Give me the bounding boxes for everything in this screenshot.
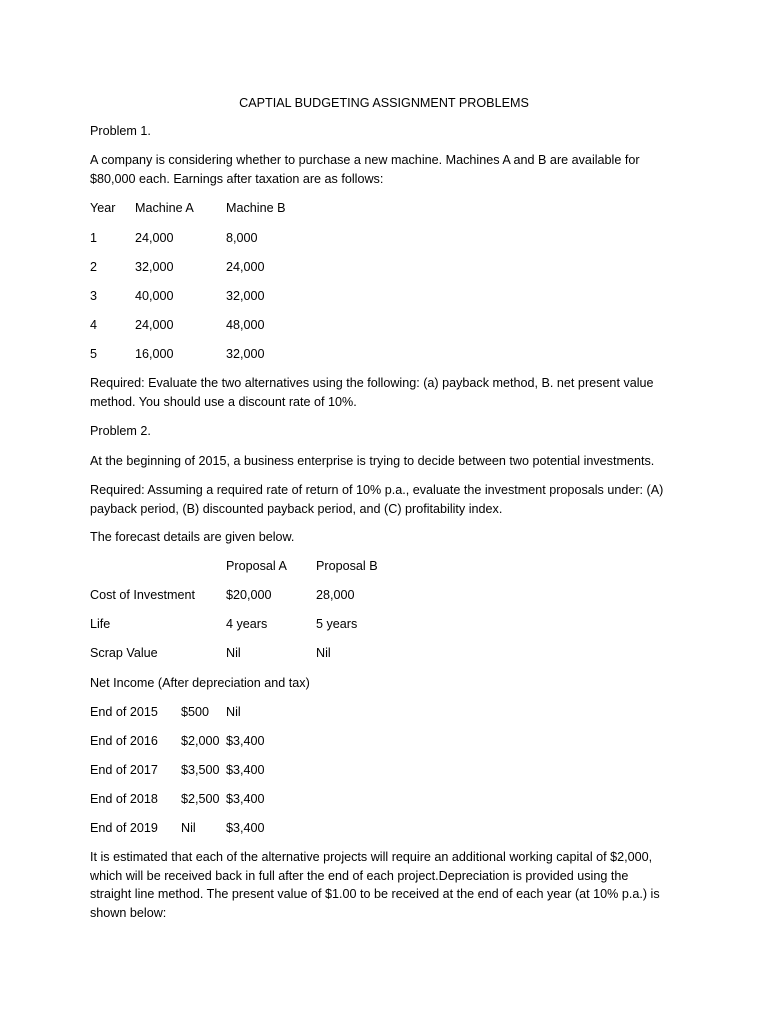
cell-proposal-b: 28,000 (316, 588, 355, 602)
cell-year: 1 (90, 231, 98, 245)
cell-income-b: $3,400 (226, 792, 265, 806)
cell-income-a: $2,500 (181, 792, 220, 806)
cell-income-a: $3,500 (181, 763, 220, 777)
cell-period: End of 2018 (90, 792, 158, 806)
cell-machine-a: 16,000 (135, 347, 174, 361)
cell-year: 4 (90, 318, 98, 332)
paragraph-line: shown below: (90, 905, 167, 920)
cell-label: Scrap Value (90, 646, 158, 660)
cell-year: 5 (90, 347, 98, 361)
cell-income-b: $3,400 (226, 763, 265, 777)
cell-period: End of 2017 (90, 763, 158, 777)
net-income-heading: Net Income (After depreciation and tax) (90, 676, 310, 690)
cell-period: End of 2016 (90, 734, 158, 748)
closing-paragraph (90, 848, 680, 922)
paragraph-line: A company is considering whether to purchase a new machine. Machines A and B are available for (90, 153, 640, 167)
forecast-intro: The forecast details are given below. (90, 530, 295, 544)
problem-2-heading: Problem 2. (90, 424, 151, 438)
cell-proposal-a: Nil (226, 646, 241, 660)
cell-period: End of 2015 (90, 705, 158, 719)
header-year: Year (90, 201, 116, 215)
cell-income-a: $500 (181, 705, 210, 719)
problem-1-required (90, 374, 680, 411)
cell-period: End of 2019 (90, 821, 158, 835)
cell-machine-b: 48,000 (226, 318, 265, 332)
cell-year: 3 (90, 289, 98, 303)
cell-proposal-a: $20,000 (226, 588, 272, 602)
header-machine-b: Machine B (226, 201, 286, 215)
paragraph-line: method. You should use a discount rate of 10%. (90, 394, 357, 409)
paragraph-line: which will be received back in full after the end of each project.Depreciation is provided using the (90, 868, 629, 883)
cell-machine-a: 32,000 (135, 260, 174, 274)
cell-proposal-a: 4 years (226, 617, 268, 631)
problem-1-intro (90, 151, 680, 188)
paragraph-line: payback period, (B) discounted payback period, and (C) profitability index. (90, 501, 503, 516)
cell-income-a: Nil (181, 821, 196, 835)
document-title: CAPTIAL BUDGETING ASSIGNMENT PROBLEMS (239, 96, 529, 110)
cell-income-a: $2,000 (181, 734, 220, 748)
paragraph-line: $80,000 each. Earnings after taxation are as follows: (90, 171, 384, 186)
cell-year: 2 (90, 260, 98, 274)
cell-machine-b: 8,000 (226, 231, 258, 245)
cell-income-b: $3,400 (226, 821, 265, 835)
paragraph-line: Required: Assuming a required rate of return of 10% p.a., evaluate the investment proposals under: (A) (90, 483, 664, 497)
cell-machine-a: 24,000 (135, 318, 174, 332)
cell-proposal-b: Nil (316, 646, 331, 660)
paragraph-line: It is estimated that each of the alternative projects will require an additional working capital of $2,000, (90, 850, 653, 864)
problem-2-required (90, 481, 680, 518)
cell-proposal-b: 5 years (316, 617, 358, 631)
paragraph-line: straight line method. The present value of $1.00 to be received at the end of each year (at 10% p.a.) is (90, 887, 660, 901)
header-machine-a: Machine A (135, 201, 194, 215)
cell-machine-b: 24,000 (226, 260, 265, 274)
problem-2-intro: At the beginning of 2015, a business enterprise is trying to decide between two potential investments. (90, 454, 655, 468)
cell-machine-b: 32,000 (226, 347, 265, 361)
header-proposal-b: Proposal B (316, 559, 378, 573)
cell-machine-a: 24,000 (135, 231, 174, 245)
cell-label: Life (90, 617, 111, 631)
cell-income-b: $3,400 (226, 734, 265, 748)
cell-machine-b: 32,000 (226, 289, 265, 303)
paragraph-line: Required: Evaluate the two alternatives using the following: (a) payback method, B. net present value (90, 376, 654, 390)
cell-machine-a: 40,000 (135, 289, 174, 303)
problem-1-heading: Problem 1. (90, 124, 151, 138)
cell-label: Cost of Investment (90, 588, 195, 602)
header-proposal-a: Proposal A (226, 559, 287, 573)
cell-income-b: Nil (226, 705, 241, 719)
